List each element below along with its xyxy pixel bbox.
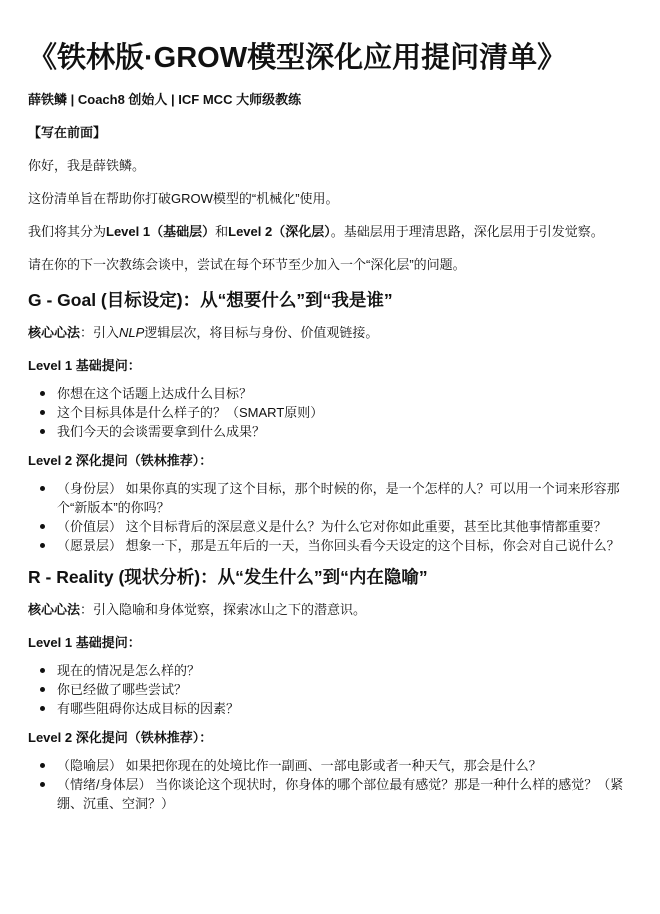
question-text: （愿景层） 想象一下，那是五年后的一天，当你回头看今天设定的这个目标，你会对自己说什么？	[57, 538, 620, 553]
section-heading-reality: R - Reality (现状分析)：从“发生什么”到“内在隐喻”	[28, 567, 428, 587]
bullet-icon	[40, 668, 45, 673]
levels-text-mid: 和	[215, 224, 229, 239]
question-text: （隐喻层） 如果把你现在的处境比作一副画、一部电影或者一种天气，那会是什么？	[57, 758, 542, 773]
mindset-italic-term: NLP	[119, 325, 145, 340]
intro-paragraph-levels	[28, 222, 634, 241]
bullet-icon	[40, 687, 45, 692]
level2-label-reality: Level 2 深化提问（铁林推荐）：	[28, 730, 213, 745]
mindset-label: 核心心法	[28, 325, 81, 340]
mindset-text-pre: ：引入	[80, 325, 120, 340]
list-item	[28, 775, 634, 813]
levels-text-post: 。基础层用于理清思路，深化层用于引发觉察。	[330, 224, 604, 239]
level1-label-goal: Level 1 基础提问：	[28, 358, 141, 373]
list-item	[28, 661, 634, 680]
list-item	[28, 699, 634, 718]
list-item	[28, 756, 634, 775]
question-list-goal-level1	[28, 384, 634, 441]
levels-text-pre: 我们将其分为	[28, 224, 107, 239]
bullet-icon	[40, 391, 45, 396]
bullet-icon	[40, 782, 45, 787]
mindset-line-reality	[28, 600, 634, 619]
bullet-icon	[40, 486, 45, 491]
bullet-icon	[40, 543, 45, 548]
intro-paragraph-purpose: 这份清单旨在帮助你打破GROW模型的“机械化”使用。	[28, 191, 339, 206]
byline: 薛铁鳞 | Coach8 创始人 | ICF MCC 大师级教练	[28, 92, 302, 107]
list-item	[28, 680, 634, 699]
list-item	[28, 479, 634, 517]
question-text: 你已经做了哪些尝试？	[57, 682, 188, 697]
question-list-reality-level1	[28, 661, 634, 718]
question-list-goal-level2	[28, 479, 634, 555]
list-item	[28, 384, 634, 403]
doc-title: 《铁林版·GROW模型深化应用提问清单》	[28, 42, 567, 74]
question-text: （情绪/身体层） 当你谈论这个现状时，你身体的哪个部位最有感觉？那是一种什么样的感觉？（紧绷、沉重、空洞？）	[57, 777, 624, 811]
bullet-icon	[40, 429, 45, 434]
intro-paragraph-invite: 请在你的下一次教练会谈中，尝试在每个环节至少加入一个“深化层”的问题。	[28, 257, 466, 272]
bullet-icon	[40, 763, 45, 768]
levels-bold-level2: Level 2（深化层）	[228, 224, 331, 239]
list-item	[28, 517, 634, 536]
question-text: 我们今天的会谈需要拿到什么成果？	[57, 424, 266, 439]
bullet-icon	[40, 706, 45, 711]
level1-label-reality: Level 1 基础提问：	[28, 635, 141, 650]
list-item	[28, 536, 634, 555]
mindset-label: 核心心法	[28, 602, 81, 617]
mindset-line-goal	[28, 323, 634, 342]
section-heading-goal: G - Goal (目标设定)：从“想要什么”到“我是谁”	[28, 290, 393, 310]
intro-paragraph-hello: 你好，我是薛铁鳞。	[28, 158, 146, 173]
question-text: （价值层） 这个目标背后的深层意义是什么？为什么它对你如此重要，甚至比其他事情都重要？	[57, 519, 607, 534]
list-item	[28, 403, 634, 422]
question-text: 这个目标具体是什么样子的？（SMART原则）	[57, 405, 324, 420]
preface-label: 【写在前面】	[28, 125, 107, 140]
question-text: （身份层） 如果你真的实现了这个目标，那个时候的你，是一个怎样的人？可以用一个词来形容那个“新版本”的你吗？	[57, 481, 620, 515]
mindset-text-post: 逻辑层次，将目标与身份、价值观链接。	[144, 325, 379, 340]
question-list-reality-level2	[28, 756, 634, 813]
bullet-icon	[40, 410, 45, 415]
question-text: 你想在这个话题上达成什么目标？	[57, 386, 253, 401]
question-text: 现在的情况是怎么样的？	[57, 663, 201, 678]
question-text: 有哪些阻碍你达成目标的因素？	[57, 701, 240, 716]
list-item	[28, 422, 634, 441]
level2-label-goal: Level 2 深化提问（铁林推荐）：	[28, 453, 213, 468]
mindset-text-pre: ：引入隐喻和身体觉察，探索冰山之下的潜意识。	[80, 602, 367, 617]
levels-bold-level1: Level 1（基础层）	[106, 224, 216, 239]
bullet-icon	[40, 524, 45, 529]
